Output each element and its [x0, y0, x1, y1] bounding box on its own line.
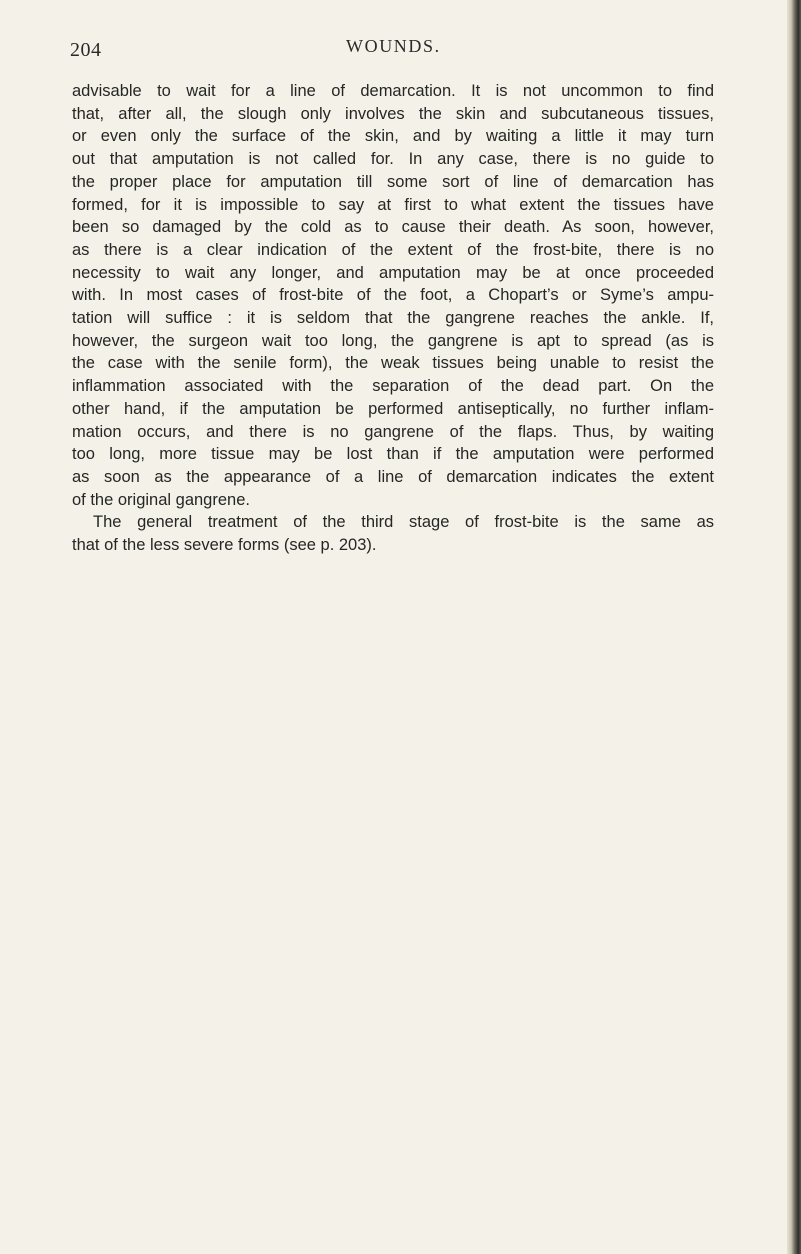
text-line: with. In most cases of frost-bite of the foot, a Chopart’s or Syme’s ampu- — [72, 286, 714, 305]
page-edge-shadow — [787, 0, 801, 1254]
text-line: that, after all, the slough only involves the skin and subcutaneous tissues, — [72, 104, 714, 123]
text-line: mation occurs, and there is no gangrene of the flaps. Thus, by waiting — [72, 422, 714, 441]
text-line: formed, for it is impossible to say at first to what extent the tissues have — [72, 195, 714, 214]
text-line: been so damaged by the cold as to cause their death. As soon, however, — [72, 218, 714, 237]
text-line: the case with the senile form), the weak tissues being unable to resist the — [72, 354, 714, 373]
text-line: advisable to wait for a line of demarcation. It is not uncommon to find — [72, 82, 714, 100]
page-number: 204 — [70, 39, 102, 61]
text-line: out that amputation is not called for. In any case, there is no guide to — [72, 150, 714, 169]
text-line: as there is a clear indication of the extent of the frost-bite, there is no — [72, 240, 714, 259]
running-head: WOUNDS. — [346, 36, 441, 56]
text-line: or even only the surface of the skin, and by waiting a little it may turn — [72, 127, 714, 146]
text-line: The general treatment of the third stage of frost-bite is the same as — [93, 513, 714, 532]
body-text — [72, 80, 714, 557]
text-line: tation will suffice : it is seldom that the gangrene reaches the ankle. If, — [72, 309, 714, 328]
text-line: inflammation associated with the separation of the dead part. On the — [72, 377, 714, 396]
text-line: of the original gangrene. — [72, 490, 250, 509]
text-line: necessity to wait any longer, and amputation may be at once proceeded — [72, 263, 714, 282]
text-line: other hand, if the amputation be performed antiseptically, no further inflam- — [72, 399, 714, 418]
text-line: the proper place for amputation till some sort of line of demarcation has — [72, 172, 714, 191]
text-line: however, the surgeon wait too long, the gangrene is apt to spread (as is — [72, 331, 714, 350]
text-line: too long, more tissue may be lost than if the amputation were performed — [72, 445, 714, 464]
text-line: as soon as the appearance of a line of demarcation indicates the extent — [72, 467, 714, 486]
page-header — [0, 34, 801, 64]
text-line: that of the less severe forms (see p. 203). — [72, 536, 377, 555]
